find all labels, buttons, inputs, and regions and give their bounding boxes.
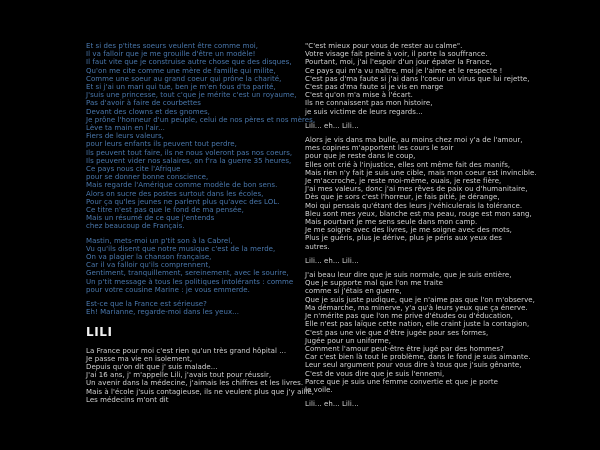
lyric-line: Mais à l'école j'suis contagieuse, ils ne veulent plus que j'y aille, [86,387,315,396]
lyric-line: Comment l'amour peut-être être jugé par des hommes? [305,344,504,353]
lyric-line: "C'est mieux pour vous de rester au calme". [305,42,463,50]
lyric-line: chez beaucoup de Français. [86,222,185,231]
lyric-line: Ce titre n'est pas que le fond de ma pensée, [86,206,244,215]
lyric-line: Dès que je sors c'est l'horreur, je fais pitié, je dérange, [305,193,500,202]
lyric-line: Je prône l'honneur d'un peuple, celui de nos pères et nos mères, [86,115,316,124]
lyric-line: Vu qu'ils disent que notre musique c'est de la merde, [86,244,276,253]
lyric-line: Que je supporte mal que l'on me traite [305,279,444,288]
lyric-line: Bleu sont mes yeux, blanche est ma peau, rouge est mon sang, [305,209,532,218]
lyrics-block [305,400,565,408]
lyric-line: Votre visage fait peine à voir, il porte la souffrance. [305,50,488,59]
lyric-line: C'est qu'on m'a mise à l'écart. [305,91,413,100]
lyric-line: Lili... eh... Lili... [305,121,359,130]
lyric-line: Les médecins m'ont dit [86,395,169,404]
lyric-line: Mais regarde l'Amérique comme modèle de bon sens. [86,181,278,190]
lyric-line: Plus je guéris, plus je dérive, plus je péris aux yeux des [305,234,502,243]
lyric-line: le voile. [305,385,333,394]
lyric-line: Car il va falloir qu'ils comprennent, [86,261,211,270]
lyric-line: Leur seul argument pour vous dire à tous que j'suis gênante, [305,361,522,370]
right-column [305,42,565,414]
lyric-line: Devant des clowns et des gnomes, [86,107,210,116]
lyric-line: C'est de vous dire que je suis l'ennemi, [305,369,445,378]
lyric-line: Gentiment, tranquillement, sereinement, avec le sourire, [86,269,289,278]
lyric-line: Parce que je suis une femme convertie et que je porte [305,377,499,386]
lyric-line: Est-ce que la France est sérieuse? [86,300,207,309]
lyric-line: C'est pas d'ma faute si j'ai dans l'coeur un virus que lui rejette, [305,74,530,83]
lyric-line: Il va falloir que je me grouille d'être un modèle! [86,50,256,59]
lyric-line: Je passe ma vie en isolement, [86,354,193,363]
left-column [86,42,316,410]
lyric-line: Ils ne connaissent pas mon histoire, [305,99,433,108]
lyric-line: Je m'accroche, je reste moi-même, ouais, je reste fière, [305,177,502,186]
lyric-line: Alors je vis dans ma bulle, au moins chez moi y'a de l'amour, [305,136,523,145]
lyric-line: Lili... eh... Lili... [305,400,359,409]
lyric-line: Mastin, mets-moi un p'tit son à la Cabrel, [86,236,233,245]
lyrics-block [86,42,316,231]
lyric-line: Il faut vite que je construise autre chose que des disques, [86,58,292,67]
lyric-line: Elles ont crié à l'injustice, elles ont même fait des manifs, [305,160,511,169]
lyric-line: Mais un résumé de ce que j'entends [86,214,215,223]
lyric-line: C'est pas d'ma faute si je vis en marge [305,83,444,92]
lyric-line: Que je suis juste pudique, que je n'aime pas que l'on m'observe, [305,295,535,304]
lyric-line: J'ai 16 ans, j' m'appelle Lili, j'avais tout pour réussir, [86,371,272,380]
lyric-line: Ils peuvent tout faire, ils ne nous voleront pas nos coeurs, [86,148,293,157]
lyrics-block [86,300,302,316]
lyric-line: pour votre cousine Marine : je vous emmerde. [86,285,250,294]
lyric-line: Moi qui pensais qu'étant des leurs j'véhiculerais la tolérance. [305,201,523,210]
lyric-line: Comme une soeur au grand coeur qui prône la charité, [86,74,282,83]
lyric-line: Qu'on me cite comme une mère de famille qui milite, [86,66,276,75]
lyric-line: Ils peuvent vider nos salaires, on f'ra la guerre 35 heures, [86,156,292,165]
lyric-line: pour leurs enfants ils peuvent tout perdre, [86,140,237,149]
lyrics-block [86,237,302,294]
lyric-line: Depuis qu'on dit que j' suis malade... [86,362,218,371]
lyric-line: Pas d'avoir à faire de courbettes [86,99,201,108]
lyrics-block [305,271,565,394]
lyric-line: J'ai beau leur dire que je suis normale, que je suis entière, [305,271,512,280]
lyric-line: Pourtant, moi, j'ai l'espoir d'un jour épater la France, [305,58,492,67]
lyric-line: Ce pays nous cite l'Afrique [86,165,181,174]
lyric-line: Ce pays qui m'a vu naître, moi je l'aime et le respecte ! [305,66,503,75]
lyric-line: pour se donner bonne conscience, [86,173,209,182]
lyric-line: Car c'est bien là tout le problème, dans le fond je suis aimante. [305,353,531,362]
lyric-line: Mais rien n'y fait je suis une cible, mais mon coeur est invincible. [305,168,537,177]
lyric-line: je suis victime de leurs regards... [305,107,423,116]
lyrics-block [305,42,565,116]
lyric-line: Lève ta main en l'air... [86,124,165,133]
lyric-line: Eh! Marianne, regarde-moi dans les yeux... [86,308,239,317]
lyric-line: Mais pourtant je me sens seule dans mon camp. [305,218,478,227]
lyric-line: mes copines m'apportent les cours le soir [305,144,454,153]
lyric-line: pour que je reste dans le coup, [305,152,416,161]
lyric-line: C'est pas une vie que d'être jugée pour ses formes, [305,328,489,337]
lyric-line: Fiers de leurs valeurs, [86,132,164,141]
lyric-line: Et si j'ai un mari qui tue, ben je m'en fous d'ta parité, [86,83,276,92]
lyrics-block [305,122,565,130]
song-title [86,325,302,339]
lyric-line: J'ai mes valeurs, donc j'ai mes rêves de paix ou d'humanitaire, [305,185,528,194]
lyric-line: Et si des p'tites soeurs veulent être comme moi, [86,42,259,50]
lyric-line: Pour ça qu'les jeunes ne parlent plus qu'avec des LOL. [86,197,280,206]
lyric-line: Jugée pour un uniforme, [305,336,391,345]
lyric-line: Je me soigne avec des livres, je me soigne avec des mots, [305,226,512,235]
lyric-line: Ma démarche, ma minerve, y'a qu'à leurs yeux que ça énerve. [305,303,528,312]
lyric-line: comme si j'étais en guerre, [305,287,402,296]
lyric-line: Un p'tit message à tous les politiques intolérants : comme [86,277,294,286]
lyrics-block [305,257,565,265]
lyrics-block [305,136,565,251]
lyrics-block [86,346,315,404]
song-title-text: LILI [86,324,113,339]
lyric-line: Lili... eh... Lili... [305,256,359,265]
lyric-line: J'suis une princesse, tout c'que je mérite c'est un royaume, [86,91,297,100]
lyric-line: Elle n'est pas laïque cette nation, elle craint juste la contagion, [305,320,530,329]
lyric-line: autres. [305,242,330,251]
lyric-line: Alors on sucre des postes surtout dans les écoles, [86,189,264,198]
lyric-line: La France pour moi c'est rien qu'un très grand hôpital ... [86,346,287,355]
lyric-line: Je n'mérite pas que l'on me prive d'études ou d'éducation, [305,312,513,321]
lyric-line: On va plagier la chanson française, [86,253,212,262]
lyric-line: Un avenir dans la médecine, j'aimais les chiffres et les livres. [86,379,304,388]
